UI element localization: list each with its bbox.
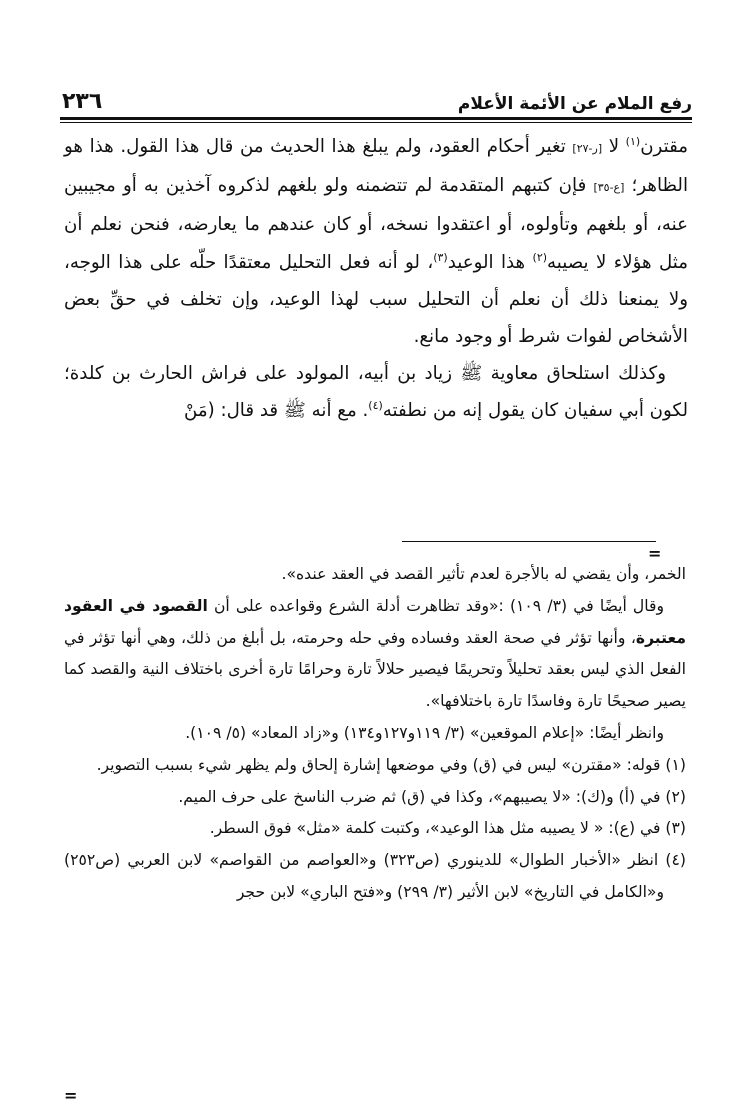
footnote-1: (١) قوله: «مقترن» ليس في (ق) وفي موضعها إشارة إلحاق ولم يظهر شيء بسبب التصوير. — [96, 755, 686, 774]
text-run: . مع أنه — [305, 400, 369, 422]
text-run: مقترن — [640, 136, 689, 157]
text-run: زياد بن أبيه، المولود على فراش الحارث بن كلدة؛ لكون أبي سفيان كان يقول إنه من نطفته — [64, 363, 688, 422]
continuation-mark-top: = — [648, 544, 662, 563]
footnotes — [64, 559, 686, 909]
main-paragraph-1 — [64, 128, 688, 355]
page-number: ٢٣٦ — [62, 89, 103, 114]
bold-text-run: القصود في العقود معتبرة — [64, 596, 686, 647]
footnote-continuation — [64, 591, 686, 718]
text-run: تغير أحكام العقود، ولم يبلغ هذا الحديث من قال هذا القول. هذا هو الظاهر؛ — [64, 136, 689, 197]
text-run: قد قال: (مَنْ — [184, 400, 284, 422]
footnote-marker-3[interactable]: (٣) — [433, 250, 448, 264]
text-run: ، لو أنه فعل التحليل معتقدًا حلّه على هذا الوجه، ولا يمنعنا ذلك أن نعلم أن التحليل سبب لهذا الوعيد، وإن تخلف في حقِّ بعض الأشخاص لفوات شرط أو وجود مانع. — [64, 251, 688, 348]
footnote-marker-1[interactable]: (١) — [625, 134, 641, 148]
main-paragraph-2 — [64, 355, 688, 429]
footnote-2: (٢) في (أ) و(ك): «لا يصيبهم»، وكذا في (ق) ثم ضرب الناسخ على حرف الميم. — [178, 787, 686, 806]
header-rule-thick — [60, 117, 692, 120]
footnote-marker-4[interactable]: (٤) — [368, 399, 383, 413]
header-rule-thin — [60, 122, 692, 123]
text-run: فإن كتبهم المتقدمة لم تتضمنه ولو بلغهم لذكروه آخذين به أو مجيبين عنه، أو بلغهم وتأولوه، أو اعتقدوا نسخه، أو كان عندهم ما يعارضه، فنحن نعلم أن مثل هؤلاء لا يصيبه — [64, 175, 688, 273]
footnote-4: (٤) انظر «الأخبار الطوال» للدينوري (ص٣٢٣) و«العواصم من القواصم» لابن العربي (ص٢٥٢) و«الكامل في التاريخ» لابن الأثير (٣/ ٢٩٩) و«فتح الباري» لابن حجر — [64, 851, 686, 901]
footnote-continuation: وانظر أيضًا: «إعلام الموقعين» (٣/ ١١٩و١٢٧و١٣٤) و«زاد المعاد» (٥/ ١٠٩). — [185, 723, 664, 742]
text-run: ، وأنها تؤثر في صحة العقد وفساده وفي حله وحرمته، بل أبلغ من ذلك، وهي أنها تؤثر في الفعل الذي ليس بعقد تحليلاً وتحريمًا فيصير حلالاً تارة وحرامًا تارة أخرى باختلاف النية والقصد كما يصير صحيحًا تارة وفاسدًا تارة باختلافها». — [64, 628, 686, 711]
footnote-continuation: الخمر، وأن يقضي له بالأجرة لعدم تأثير القصد في العقد عنده». — [281, 565, 686, 583]
footnote-separator — [402, 541, 656, 542]
text-run: لا — [602, 136, 626, 157]
footnote-marker-2[interactable]: (٢) — [532, 250, 548, 264]
main-text — [64, 128, 688, 430]
manuscript-ref: [ع-٣٥] — [593, 181, 625, 195]
running-title: رفع الملام عن الأئمة الأعلام — [457, 94, 692, 114]
text-run: وكذلك استلحاق معاوية — [482, 363, 666, 385]
manuscript-ref: [ر-٢٧] — [572, 142, 603, 155]
honorific-symbol: ﷺ — [460, 363, 483, 385]
footnote-3: (٣) في (ع): « لا يصيبه مثل هذا الوعيد»، وكتبت كلمة «مثل» فوق السطر. — [209, 819, 686, 838]
running-header — [62, 84, 692, 114]
text-run: وقال أيضًا في (٣/ ١٠٩) :«وقد تظاهرت أدلة الشرع وقواعده على أن — [207, 596, 664, 615]
text-run: هذا الوعيد — [447, 251, 533, 273]
honorific-symbol: ﷺ — [283, 400, 306, 422]
continuation-mark-bottom: = — [64, 1086, 78, 1105]
